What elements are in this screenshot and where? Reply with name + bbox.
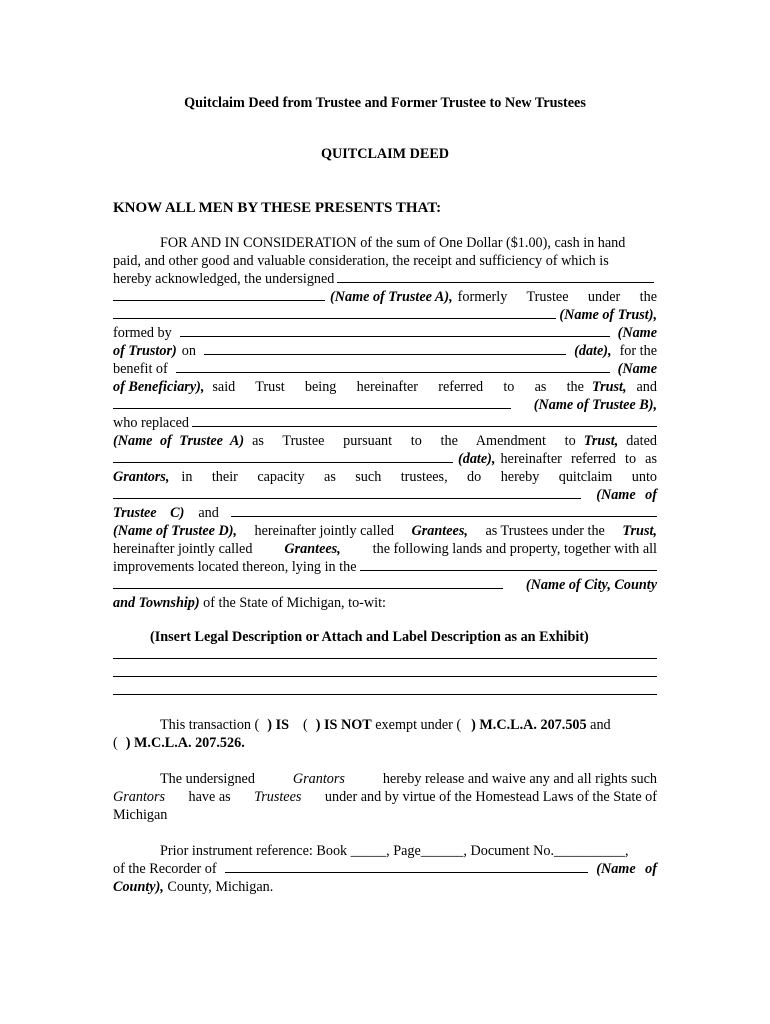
para1-line9: of Beneficiary), said Trust being hereinafter referred to as the Trust, and bbox=[113, 379, 657, 395]
release-line3: Michigan bbox=[113, 807, 168, 823]
para1-line20: (Name of City, County bbox=[113, 576, 657, 594]
para1-line1: FOR AND IN CONSIDERATION of the sum of One Dollar ($1.00), cash in hand bbox=[160, 235, 626, 251]
para1-line13: (date), hereinafter referred to as bbox=[113, 450, 657, 468]
date-blank-1[interactable] bbox=[204, 342, 566, 355]
document-subtitle: QUITCLAIM DEED bbox=[320, 146, 450, 162]
para1-line17: (Name of Trustee D), hereinafter jointly called Grantees, as Trustees under the Trust, bbox=[113, 523, 657, 539]
prior-reference-line1: Prior instrument reference: Book _____, Page______, Document No.__________, bbox=[160, 843, 629, 859]
legal-desc-line-2[interactable] bbox=[113, 676, 657, 677]
para1-line4: (Name of Trustee A), formerly Trustee under the bbox=[113, 288, 657, 306]
recorder-blank[interactable] bbox=[225, 860, 589, 873]
legal-desc-line-1[interactable] bbox=[113, 658, 657, 659]
document-title: Quitclaim Deed from Trustee and Former Trustee to New Trustees bbox=[184, 95, 586, 111]
para1-line14: Grantors, in their capacity as such trustees, do hereby quitclaim unto bbox=[113, 469, 657, 485]
city-county-blank[interactable] bbox=[113, 576, 503, 589]
trustee-d-blank[interactable] bbox=[231, 504, 657, 517]
para1-line2: paid, and other good and valuable consideration, the receipt and sufficiency of which is bbox=[113, 253, 609, 269]
legal-desc-line-3[interactable] bbox=[113, 694, 657, 695]
section-heading: KNOW ALL MEN BY THESE PRESENTS THAT: bbox=[113, 200, 442, 216]
legal-description-instruction: (Insert Legal Description or Attach and Label Description as an Exhibit) bbox=[150, 629, 589, 645]
release-line2: Grantors have as Trustees under and by virtue of the Homestead Laws of the State of bbox=[113, 789, 657, 805]
para1-line19: improvements located thereon, lying in the bbox=[113, 558, 657, 576]
undersigned-blank[interactable] bbox=[337, 270, 654, 283]
location-blank[interactable] bbox=[360, 558, 658, 571]
transaction-line1: This transaction ( ) IS ( ) IS NOT exempt under ( ) M.C.L.A. 207.505 and bbox=[160, 717, 611, 733]
para1-line8: benefit of (Name bbox=[113, 361, 657, 377]
release-line1: The undersigned Grantors hereby release and waive any and all rights such bbox=[160, 771, 657, 787]
trustee-b-blank[interactable] bbox=[113, 396, 511, 409]
para1-line5: (Name of Trust), bbox=[113, 306, 657, 324]
para1-line11: who replaced bbox=[113, 414, 657, 432]
trustee-a-blank[interactable] bbox=[113, 288, 325, 301]
para1-line21: and Township) of the State of Michigan, to-wit: bbox=[113, 595, 386, 611]
para1-line18: hereinafter jointly called Grantees, the following lands and property, together with all bbox=[113, 541, 657, 557]
para1-line15: (Name of bbox=[113, 486, 657, 504]
prior-reference-line2: of the Recorder of (Name of bbox=[113, 861, 657, 877]
para1-line3: hereby acknowledged, the undersigned bbox=[113, 270, 657, 288]
beneficiary-blank[interactable] bbox=[176, 360, 610, 373]
replaced-blank[interactable] bbox=[192, 414, 657, 427]
prior-reference-line3: County), County, Michigan. bbox=[113, 879, 274, 895]
para1-line6: formed by (Name bbox=[113, 325, 657, 341]
para1-line12: (Name of Trustee A) as Trustee pursuant to the Amendment to Trust, dated bbox=[113, 433, 657, 449]
para1-line16: Trustee C) and bbox=[113, 504, 657, 522]
trustor-blank[interactable] bbox=[180, 324, 610, 337]
transaction-line2: ( ) M.C.L.A. 207.526. bbox=[113, 735, 245, 751]
para1-line7: of Trustor) on (date), for the bbox=[113, 343, 657, 359]
trustee-c-blank[interactable] bbox=[113, 486, 581, 499]
date-blank-2[interactable] bbox=[113, 450, 453, 463]
trust-name-blank[interactable] bbox=[113, 306, 556, 319]
para1-line10: (Name of Trustee B), bbox=[113, 396, 657, 414]
